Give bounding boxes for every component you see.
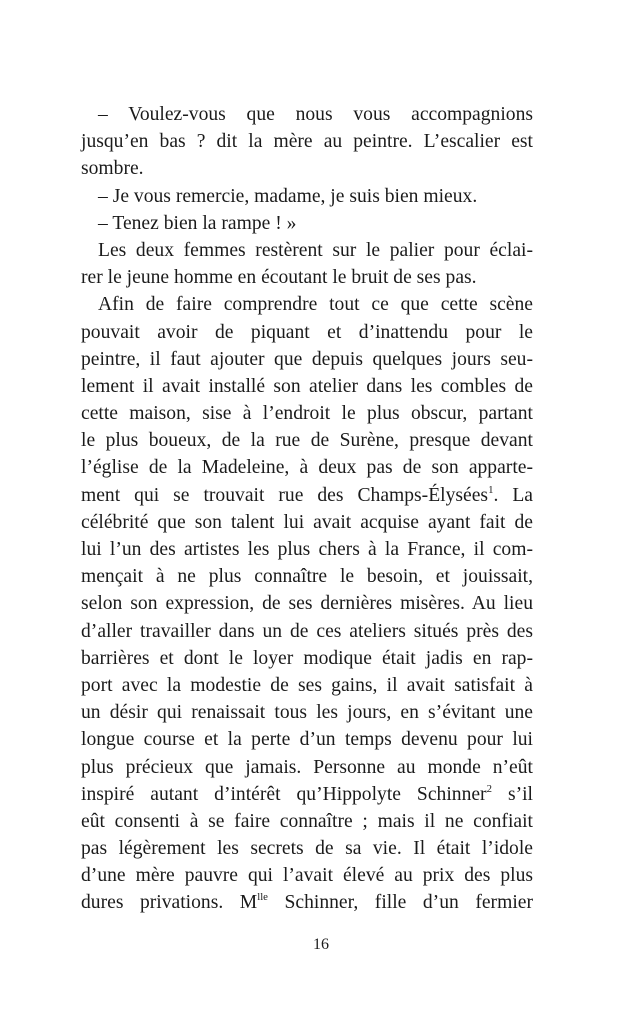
- text-line: un désir qui renaissait tous les jours, en s’évitant une: [81, 702, 533, 724]
- text-line: [81, 889, 533, 916]
- text-line: port avec la modestie de ses gains, il avait satisfait à: [81, 674, 533, 696]
- text-line: jusqu’en bas ? dit la mère au peintre. L’escalier est: [81, 131, 533, 153]
- text-line: Les deux femmes restèrent sur le palier pour éclai-: [98, 239, 533, 261]
- text-line: – Voulez-vous que nous vous accompagnions: [98, 104, 533, 125]
- footnote-ref-2: 2: [486, 782, 492, 795]
- text-line: – Tenez bien la rampe ! »: [98, 212, 297, 234]
- text-line: [81, 781, 533, 808]
- line-segment: dures privations. M: [81, 892, 258, 914]
- text-line: Afin de faire comprendre tout ce que cette scène: [98, 294, 533, 316]
- text-line: rer le jeune homme en écoutant le bruit de ses pas.: [81, 267, 477, 289]
- text-line: l’église de la Madeleine, à deux pas de son apparte-: [81, 457, 533, 479]
- text-line: selon son expression, de ses dernières misères. Au lieu: [81, 593, 533, 615]
- text-line: barrières et dont le loyer modique était jadis en rap-: [81, 647, 533, 669]
- text-line: d’aller travailler dans un de ces ateliers situés près des: [81, 620, 533, 642]
- text-line: pas légèrement les secrets de sa vie. Il était l’idole: [81, 838, 533, 860]
- body-text: [81, 101, 533, 917]
- title-abbreviation: lle: [257, 891, 268, 904]
- line-segment: s’il: [491, 783, 533, 805]
- text-line: lement il avait installé son atelier dans les combles de: [81, 375, 533, 397]
- text-line: eût consenti à se faire connaître ; mais il ne confiait: [81, 810, 533, 832]
- text-line: le plus boueux, de la rue de Surène, presque devant: [81, 430, 533, 452]
- text-line: – Je vous remercie, madame, je suis bien mieux.: [98, 185, 478, 207]
- line-segment: inspiré autant d’intérêt qu’Hippolyte Schinner: [81, 783, 487, 805]
- line-segment: ment qui se trouvait rue des Champs-Élysées: [81, 484, 489, 506]
- text-line: d’une mère pauvre qui l’avait élevé au prix des plus: [81, 865, 533, 887]
- text-line: [81, 482, 533, 509]
- page-number: 16: [313, 936, 329, 953]
- text-line: pouvait avoir de piquant et d’inattendu pour le: [81, 321, 533, 343]
- line-segment: . La: [493, 484, 533, 506]
- text-line: plus précieux que jamais. Personne au monde n’eût: [81, 756, 533, 778]
- text-line: sombre.: [81, 158, 144, 180]
- text-line: mençait à ne plus connaître le besoin, et jouissait,: [81, 566, 533, 588]
- footnote-ref-1: 1: [488, 483, 494, 496]
- line-segment: Schinner, fille d’un fermier: [267, 892, 533, 914]
- text-line: lui l’un des artistes les plus chers à la France, il com-: [81, 539, 533, 560]
- text-line: peintre, il faut ajouter que depuis quelques jours seu-: [81, 348, 533, 370]
- text-line: longue course et la perte d’un temps devenu pour lui: [81, 729, 533, 751]
- text-line: célébrité que son talent lui avait acquise ayant fait de: [81, 511, 533, 533]
- text-line: cette maison, sise à l’endroit le plus obscur, partant: [81, 403, 533, 425]
